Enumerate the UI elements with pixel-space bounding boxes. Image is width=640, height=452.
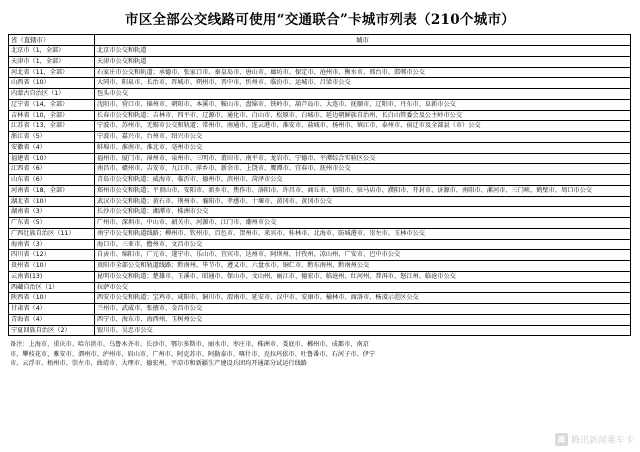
table-row: [9, 153, 631, 164]
cell-province: 广东省（5）: [9, 218, 95, 229]
cell-province: 浙江省（5）: [9, 132, 95, 143]
cell-cities: 西宁市、海东市、海西州、玉树州公交: [95, 314, 631, 325]
city-list-table: [8, 34, 631, 336]
cell-province: 辽宁省（14，全部）: [9, 99, 95, 110]
cell-cities: 兰州市、武威市、张掖市、金昌市公交: [95, 304, 631, 315]
table-row: [9, 207, 631, 218]
cell-cities: 蚌埠市、淮南市、淮北市、亳州市公交: [95, 142, 631, 153]
footnote-line-3: 市、云浮市、梧州市、崇左市、曲靖市、大理市、德宏州、平凉市和新疆生产建设兵团均开通部分试运行线路: [10, 359, 307, 367]
cell-province: 甘肃省（4）: [9, 304, 95, 315]
cell-cities: 南昌市、赣州市、吉安市、九江市、萍乡市、新余市、上饶市、鹰潭市、宜春市、抚州市公交: [95, 164, 631, 175]
table-row: [9, 325, 631, 336]
cell-cities: 大同市、阳泉市、长治市、晋城市、朔州市、晋中市、忻州市、临汾市、运城市、吕梁市公交: [95, 78, 631, 89]
cell-province: 福建省（10）: [9, 153, 95, 164]
table-row: [9, 314, 631, 325]
cell-province: 北京市（1，全部）: [9, 46, 95, 57]
table-row: [9, 56, 631, 67]
cell-cities: 南宁市公交和轨道线路；柳州市、钦州市、百色市、贺州市、来宾市、桂林市、北海市、防城港市、崇左市、玉林市公交: [95, 228, 631, 239]
table-row: [9, 250, 631, 261]
table-header-row: [9, 35, 631, 46]
table-row: [9, 271, 631, 282]
cell-cities: 包头市公交: [95, 89, 631, 100]
table-row: [9, 239, 631, 250]
cell-province: 内蒙古自治区（1）: [9, 89, 95, 100]
cell-province: 广西壮族自治区（11）: [9, 228, 95, 239]
table-row: [9, 293, 631, 304]
table-row: [9, 78, 631, 89]
cell-province: 山西省（10）: [9, 78, 95, 89]
cell-cities: 银川市、吴忠市公交: [95, 325, 631, 336]
cell-cities: 北京市公交和轨道: [95, 46, 631, 57]
table-row: [9, 132, 631, 143]
cell-cities: 郑州市公交和轨道；平顶山市、安阳市、新乡市、焦作市、洛阳市、许昌市、商丘市、信阳市、驻马店市、濮阳市、开封市、济源市、南阳市、漯河市、三门峡、鹤壁市、周口市公交: [95, 185, 631, 196]
cell-cities: 沈阳市、营口市、锦州市、朝阳市、本溪市、鞍山市、盘锦市、铁岭市、葫芦岛市、大连市、抚顺市、辽阳市、丹东市、阜新市公交: [95, 99, 631, 110]
cell-province: 云南省(13): [9, 271, 95, 282]
cell-cities: 宁波市、苏州市、无锡市公交和轨道；常州市、南通市、连云港市、淮安市、盐城市、扬州市、镇江市、泰州市、宿迁市及全部县（市）公交: [95, 121, 631, 132]
cell-province: 吉林省（10，全部）: [9, 110, 95, 121]
cell-province: 西藏自治区（1）: [9, 282, 95, 293]
cell-cities: 海口市、三亚市、儋州市、文昌市公交: [95, 239, 631, 250]
table-row: [9, 164, 631, 175]
cell-province: 安徽省（4）: [9, 142, 95, 153]
cell-cities: 青岛市公交和轨道；威海市、临沂市、德州市、滨州市、菏泽市公交: [95, 175, 631, 186]
table-row: [9, 304, 631, 315]
watermark: [555, 433, 634, 446]
cell-cities: 广州市、深圳市、中山市、韶关市、河源市、江门市、潮州市公交: [95, 218, 631, 229]
table-row: [9, 218, 631, 229]
table-row: [9, 175, 631, 186]
table-row: [9, 228, 631, 239]
column-header-city: 城市: [95, 35, 631, 46]
cell-province: 陕西省（10）: [9, 293, 95, 304]
cell-province: 河南省（18，全部）: [9, 185, 95, 196]
cell-cities: 武汉市公交和轨道；黄石市、荆州市、襄阳市、孝感市、十堰市、黄冈市、黄冈市公交: [95, 196, 631, 207]
cell-province: 江苏省（13，全部）: [9, 121, 95, 132]
table-row: [9, 89, 631, 100]
cell-province: 河北省（11，全部）: [9, 67, 95, 78]
cell-cities: 拉萨市公交: [95, 282, 631, 293]
table-row: [9, 46, 631, 57]
table-row: [9, 142, 631, 153]
page-title: 市区全部公交线路可使用“交通联合”卡城市列表（210个城市）: [124, 12, 516, 28]
table-row: [9, 185, 631, 196]
cell-province: 天津市（1，全部）: [9, 56, 95, 67]
footnote-line-1: 备注：上海市、重庆市、哈尔滨市、乌鲁木齐市、长沙市、鄂尔多斯市、丽水市、枣庄市、株洲市、娄底市、郴州市、成都市、南京: [10, 341, 369, 349]
table-row: [9, 121, 631, 132]
cell-cities: 西安市公交和轨道；宝鸡市、咸阳市、铜川市、渭南市、延安市、汉中市、安康市、榆林市、商洛市、杨凌示范区公交: [95, 293, 631, 304]
table-row: [9, 110, 631, 121]
table-row: [9, 261, 631, 272]
table-row: [9, 99, 631, 110]
cell-cities: 自贡市、绵阳市、广元市、遂宁市、乐山市、宜宾市、达州市、阿坝州、甘孜州、凉山州、广安市、巴中市公交: [95, 250, 631, 261]
cell-cities: 贵阳市全部公交和轨道线路；黔南州、毕节市、遵义市、六盘水市、铜仁市、黔东南州、黔南州公交: [95, 261, 631, 272]
footnote-line-2: 市、攀枝花市、雅安市、泗州市、泸州市、眉山市、广州市、阿克苏市、阿勒泰市、喀什市、克拉玛依市、吐鲁番市、石河子市、伊宁: [10, 350, 376, 358]
table-row: [9, 196, 631, 207]
column-header-province: 省（直辖市）: [9, 35, 95, 46]
cell-province: 海南省（3）: [9, 239, 95, 250]
footnote: [8, 340, 632, 368]
cell-cities: 石家庄市公交和轨道；承德市、张家口市、秦皇岛市、唐山市、廊坊市、保定市、沧州市、衡水市、邢台市、邯郸市公交: [95, 67, 631, 78]
watermark-text: 腾讯新闻乘车卡: [570, 436, 634, 446]
cell-province: 贵州省（10）: [9, 261, 95, 272]
cell-cities: 长沙市公交和轨道；湘潭市、株洲市公交: [95, 207, 631, 218]
cell-province: 湖北省（10）: [9, 196, 95, 207]
cell-province: 宁夏回族自治区（2）: [9, 325, 95, 336]
cell-cities: 长春市公交和轨道；吉林市、四平市、辽源市、通化市、白山市、松原市、白城市、延边朝鲜族自治州、长白山管委会及公主岭市公交: [95, 110, 631, 121]
cell-cities: 天津市公交和轨道: [95, 56, 631, 67]
cell-province: 青海省（4）: [9, 314, 95, 325]
table-row: [9, 67, 631, 78]
table-row: [9, 282, 631, 293]
cell-province: 江西省（6）: [9, 164, 95, 175]
cell-province: 湖南省（3）: [9, 207, 95, 218]
cell-province: 山东省（6）: [9, 175, 95, 186]
cell-province: 四川省（12）: [9, 250, 95, 261]
cell-cities: 福州市、厦门市、漳州市、泉州市、三明市、莆田市、南平市、龙岩市、宁德市、平潭综合实验区公交: [95, 153, 631, 164]
watermark-logo-icon: 腾: [555, 433, 568, 446]
cell-cities: 宁波市、嘉兴市、台州市、绍兴市公交: [95, 132, 631, 143]
cell-cities: 昆明市公交和轨道；楚雄市、玉溪市、昭通市、保山市、文山州、丽江市、德宏市、临沧州、红河州、普洱市、怒江州、临沧市公交: [95, 271, 631, 282]
